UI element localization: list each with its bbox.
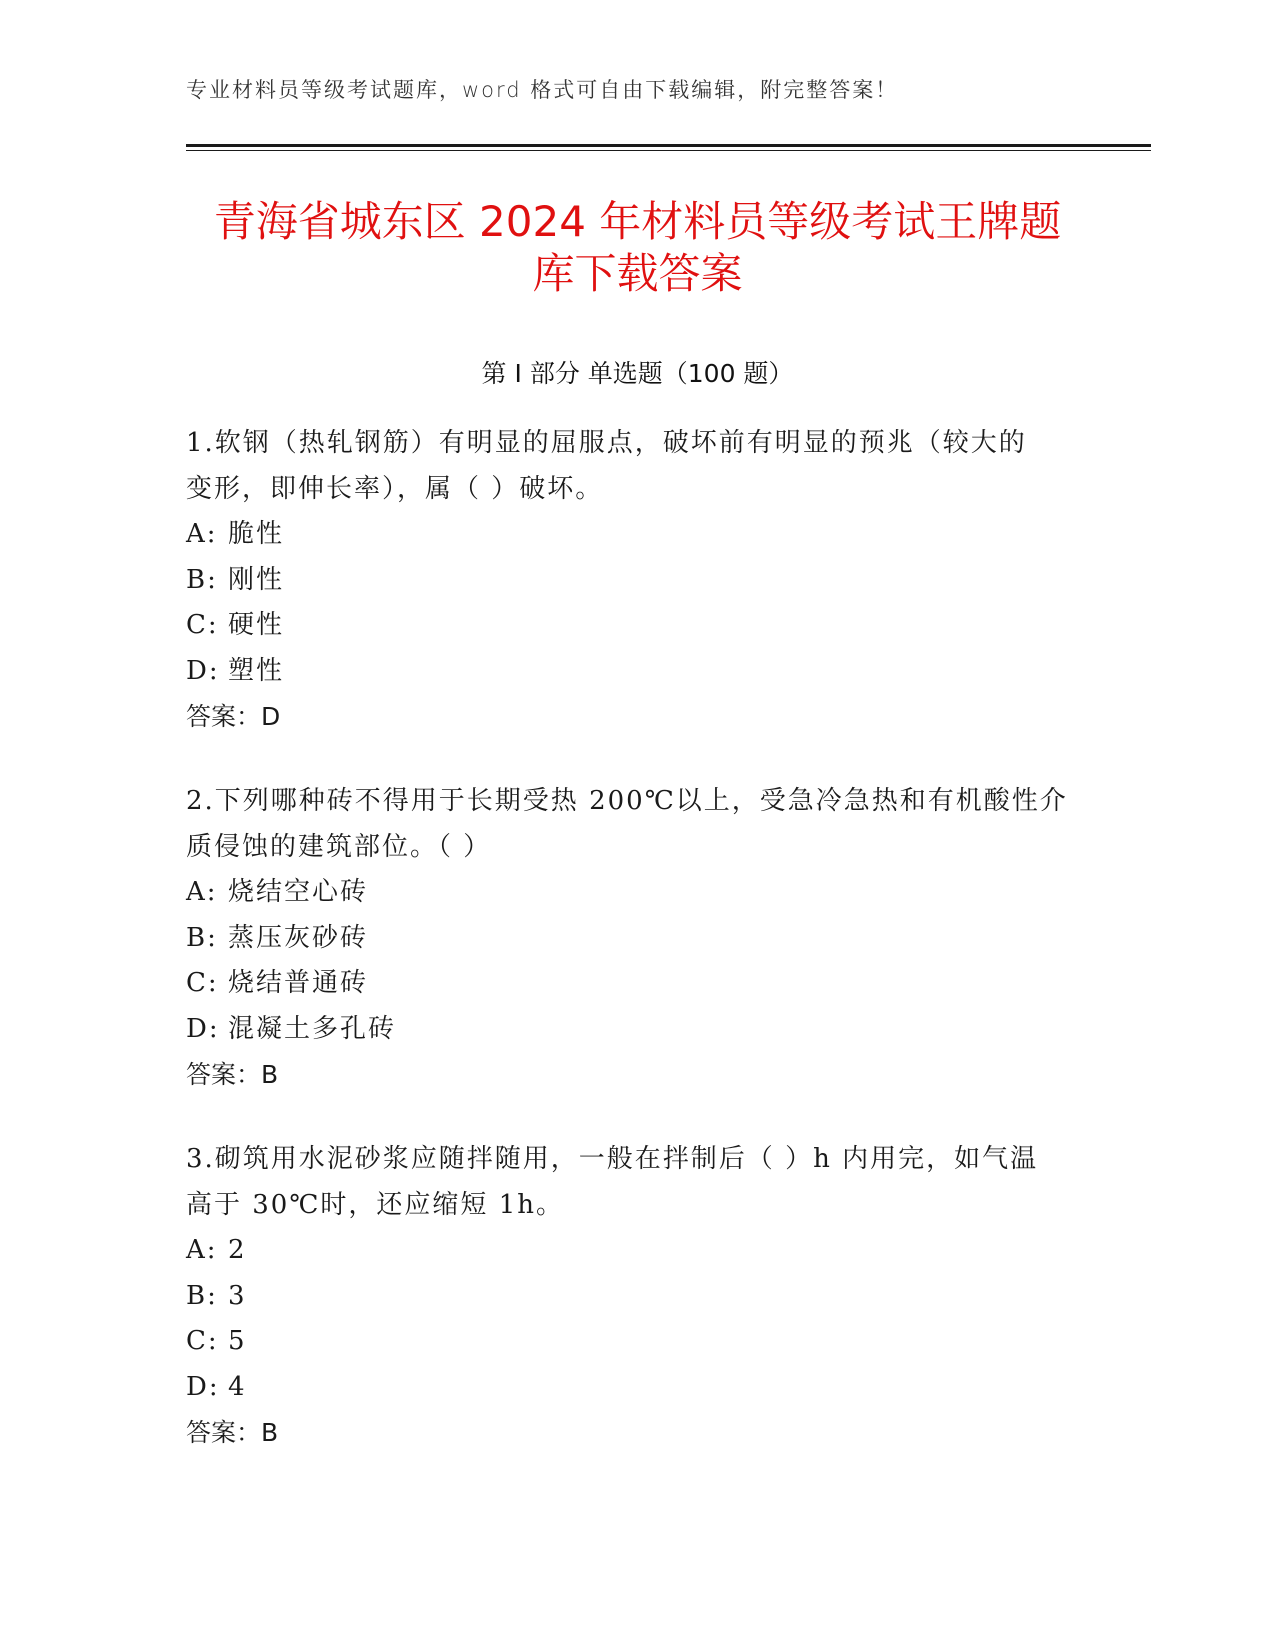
option-key: B: bbox=[186, 564, 218, 595]
answer: 答案：D bbox=[186, 702, 281, 731]
option-a bbox=[186, 1228, 1076, 1274]
option-b bbox=[186, 916, 1076, 962]
option-key: A: bbox=[186, 519, 218, 549]
option-key: A: bbox=[186, 1235, 218, 1265]
option-text: 塑性 bbox=[228, 655, 285, 686]
header-rule-thin bbox=[186, 150, 1151, 151]
question-stem-line-1: 2.下列哪种砖不得用于长期受热 200℃以上，受急冷急热和有机酸性介 bbox=[186, 786, 1068, 816]
option-key: D: bbox=[186, 655, 220, 686]
option-d bbox=[186, 1007, 1076, 1053]
option-c bbox=[186, 603, 1076, 649]
option-text: 脆性 bbox=[228, 519, 285, 549]
option-key: C: bbox=[186, 610, 219, 640]
option-text: 蒸压灰砂砖 bbox=[228, 922, 369, 953]
answer: 答案：B bbox=[186, 1418, 279, 1447]
option-text: 硬性 bbox=[228, 610, 285, 640]
option-text: 2 bbox=[228, 1235, 247, 1265]
option-key: D: bbox=[186, 1371, 220, 1402]
header-rule-thick bbox=[186, 144, 1151, 147]
header-note: 专业材料员等级考试题库，word 格式可自由下载编辑，附完整答案！ bbox=[186, 78, 899, 102]
question-2 bbox=[186, 778, 1076, 1098]
section-title: 第 I 部分 单选题（100 题） bbox=[481, 359, 794, 388]
option-text: 烧结普通砖 bbox=[228, 968, 369, 998]
option-key: B: bbox=[186, 1280, 218, 1311]
option-text: 烧结空心砖 bbox=[228, 877, 369, 907]
option-key: B: bbox=[186, 922, 218, 953]
option-d bbox=[186, 1365, 1076, 1411]
option-a bbox=[186, 512, 1076, 558]
option-text: 3 bbox=[228, 1280, 247, 1311]
option-a bbox=[186, 870, 1076, 916]
option-b bbox=[186, 1274, 1076, 1320]
option-key: C: bbox=[186, 968, 219, 998]
option-text: 刚性 bbox=[228, 564, 285, 595]
question-stem-line-1: 1.软钢（热轧钢筋）有明显的屈服点，破坏前有明显的预兆（较大的 bbox=[186, 428, 1027, 458]
document-title bbox=[150, 196, 1125, 300]
option-c bbox=[186, 1319, 1076, 1365]
document-title-line-1: 青海省城东区 2024 年材料员等级考试王牌题 bbox=[213, 197, 1062, 246]
option-text: 混凝土多孔砖 bbox=[228, 1013, 397, 1044]
option-text: 4 bbox=[228, 1371, 247, 1402]
question-1 bbox=[186, 420, 1076, 740]
option-key: C: bbox=[186, 1326, 219, 1356]
question-stem-line-2: 高于 30℃时，还应缩短 1h。 bbox=[186, 1190, 564, 1220]
option-d bbox=[186, 649, 1076, 695]
document-title-line-2: 库下载答案 bbox=[532, 249, 743, 298]
option-key: D: bbox=[186, 1013, 220, 1044]
question-3 bbox=[186, 1136, 1076, 1456]
question-stem-line-1: 3.砌筑用水泥砂浆应随拌随用，一般在拌制后（ ）h 内用完，如气温 bbox=[186, 1144, 1039, 1174]
option-b bbox=[186, 558, 1076, 604]
question-stem-line-2: 质侵蚀的建筑部位。（ ） bbox=[186, 832, 492, 862]
option-c bbox=[186, 961, 1076, 1007]
option-key: A: bbox=[186, 877, 218, 907]
answer: 答案：B bbox=[186, 1060, 279, 1089]
question-stem-line-2: 变形，即伸长率），属（ ）破坏。 bbox=[186, 474, 604, 504]
option-text: 5 bbox=[228, 1326, 247, 1356]
